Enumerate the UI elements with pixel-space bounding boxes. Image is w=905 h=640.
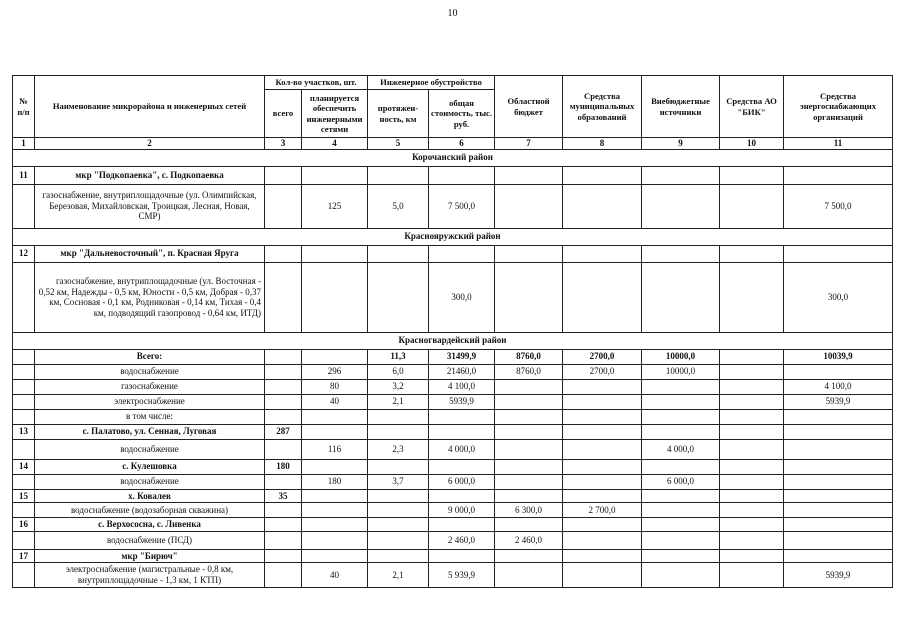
header-regional: Областной бюджет <box>495 76 563 138</box>
table-row <box>13 166 893 184</box>
header-energy: Средства энергоснабжающих организаций <box>784 76 893 138</box>
row-name: газоснабжение, внутриплощадочные (ул. Восточная - 0,52 км, Надежды - 0,5 км, Юности - 0,5 км, Добрая - 0,37 км, Сосновая - 0,1 км, Родниковая - 0,14 км, Тихая - 0,4 км, подводящий газопровод - 0,64 км, ИТД) <box>35 262 265 332</box>
page-number: 10 <box>447 8 458 19</box>
row-name: газоснабжение <box>35 379 265 394</box>
cell-length: 3,7 <box>368 474 429 489</box>
cell-length: 11,3 <box>368 349 429 364</box>
cell-cost: 2 460,0 <box>429 531 495 549</box>
row-name: водоснабжение <box>35 364 265 379</box>
table-row <box>13 474 893 489</box>
cell-planned: 116 <box>302 439 368 459</box>
row-name: х. Ковалев <box>35 489 265 503</box>
row-name: газоснабжение, внутриплощадочные (ул. Олимпийская, Березовая, Михайловская, Троицкая, Лесная, Новая, СМР) <box>35 184 265 228</box>
header-name: Наименование микрорайона и инженерных сетей <box>35 76 265 138</box>
cell-planned: 40 <box>302 563 368 587</box>
header-cost: общая стоимость, тыс. руб. <box>429 90 495 138</box>
column-number: 4 <box>302 138 368 150</box>
row-name: водоснабжение (ПСД) <box>35 531 265 549</box>
cell-planned: 40 <box>302 394 368 409</box>
cell-cost: 5939,9 <box>429 394 495 409</box>
header-count-group: Кол-во участков, шт. <box>265 76 368 90</box>
row-name: с. Кулешовка <box>35 459 265 474</box>
table-row <box>13 394 893 409</box>
header-bik: Средства АО "БИК" <box>720 76 784 138</box>
row-number: 12 <box>13 245 35 262</box>
table-row <box>13 379 893 394</box>
cell-offbudget: 10000,0 <box>642 364 720 379</box>
row-name: водоснабжение <box>35 474 265 489</box>
cell-cost: 21460,0 <box>429 364 495 379</box>
cell-regional: 8760,0 <box>495 349 563 364</box>
cell-cost: 5 939,9 <box>429 563 495 587</box>
cell-energy: 300,0 <box>784 262 893 332</box>
column-number: 8 <box>563 138 642 150</box>
table-row <box>13 424 893 439</box>
cell-count-total: 180 <box>265 459 302 474</box>
section-title: Корочанский район <box>13 149 893 166</box>
cell-cost: 4 000,0 <box>429 439 495 459</box>
cell-planned: 125 <box>302 184 368 228</box>
row-name: с. Палатово, ул. Сенная, Луговая <box>35 424 265 439</box>
cell-planned: 296 <box>302 364 368 379</box>
column-number: 3 <box>265 138 302 150</box>
row-name: водоснабжение (водозаборная скважина) <box>35 503 265 518</box>
column-number: 9 <box>642 138 720 150</box>
cell-energy: 5939,9 <box>784 394 893 409</box>
cell-length: 3,2 <box>368 379 429 394</box>
row-name: в том числе: <box>35 409 265 424</box>
header-length: протяжен-ность, км <box>368 90 429 138</box>
table-row <box>13 262 893 332</box>
row-number: 15 <box>13 489 35 503</box>
cell-length: 2,1 <box>368 563 429 587</box>
cell-count-total: 35 <box>265 489 302 503</box>
cell-offbudget: 4 000,0 <box>642 439 720 459</box>
column-number-row <box>13 138 893 150</box>
cell-cost: 7 500,0 <box>429 184 495 228</box>
row-name: мкр "Бирюч" <box>35 549 265 563</box>
cell-municipal: 2700,0 <box>563 349 642 364</box>
cell-regional: 2 460,0 <box>495 531 563 549</box>
cell-length: 2,3 <box>368 439 429 459</box>
row-name: электроснабжение <box>35 394 265 409</box>
row-name: мкр "Дальневосточный", п. Красная Яруга <box>35 245 265 262</box>
cell-length: 5,0 <box>368 184 429 228</box>
cell-regional: 6 300,0 <box>495 503 563 518</box>
header-count-planned: планируется обеспечить инженерными сетями <box>302 90 368 138</box>
cell-planned: 180 <box>302 474 368 489</box>
cell-energy: 4 100,0 <box>784 379 893 394</box>
cell-length: 6,0 <box>368 364 429 379</box>
table-row <box>13 518 893 532</box>
row-name: электроснабжение (магистральные - 0,8 км, внутриплощадочные - 1,3 км, 1 КТП) <box>35 563 265 587</box>
column-number: 1 <box>13 138 35 150</box>
table-row <box>13 531 893 549</box>
column-number: 5 <box>368 138 429 150</box>
row-name: Всего: <box>35 349 265 364</box>
header-offbudget: Внебюджетные источники <box>642 76 720 138</box>
cell-cost: 300,0 <box>429 262 495 332</box>
row-number: 13 <box>13 424 35 439</box>
cell-cost: 9 000,0 <box>429 503 495 518</box>
cell-energy: 5939,9 <box>784 563 893 587</box>
cell-offbudget: 6 000,0 <box>642 474 720 489</box>
header-infra-group: Инженерное обустройство <box>368 76 495 90</box>
table-row <box>13 563 893 587</box>
table-row <box>13 549 893 563</box>
table-row <box>13 364 893 379</box>
column-number: 7 <box>495 138 563 150</box>
column-number: 10 <box>720 138 784 150</box>
cell-municipal: 2 700,0 <box>563 503 642 518</box>
row-number: 11 <box>13 166 35 184</box>
cell-cost: 31499,9 <box>429 349 495 364</box>
header-no: № п/п <box>13 76 35 138</box>
table-row <box>13 245 893 262</box>
column-number: 11 <box>784 138 893 150</box>
section-title: Красногвардейский район <box>13 332 893 349</box>
cell-energy: 7 500,0 <box>784 184 893 228</box>
row-name: мкр "Подкопаевка", с. Подкопаевка <box>35 166 265 184</box>
column-number: 6 <box>429 138 495 150</box>
row-name: с. Верхососна, с. Ливенка <box>35 518 265 532</box>
cell-offbudget: 10000,0 <box>642 349 720 364</box>
row-number: 14 <box>13 459 35 474</box>
header-count-total: всего <box>265 90 302 138</box>
row-number: 17 <box>13 549 35 563</box>
table-row <box>13 409 893 424</box>
column-number: 2 <box>35 138 265 150</box>
cell-energy: 10039,9 <box>784 349 893 364</box>
investment-table <box>12 75 893 588</box>
cell-regional: 8760,0 <box>495 364 563 379</box>
cell-length: 2,1 <box>368 394 429 409</box>
cell-planned: 80 <box>302 379 368 394</box>
row-number: 16 <box>13 518 35 532</box>
row-name: водоснабжение <box>35 439 265 459</box>
cell-cost: 4 100,0 <box>429 379 495 394</box>
table-row <box>13 184 893 228</box>
cell-count-total: 287 <box>265 424 302 439</box>
table-row <box>13 489 893 503</box>
header-municipal: Средства муниципальных образований <box>563 76 642 138</box>
cell-cost: 6 000,0 <box>429 474 495 489</box>
cell-municipal: 2700,0 <box>563 364 642 379</box>
table-row <box>13 503 893 518</box>
section-title: Краснояружский район <box>13 228 893 245</box>
table-row <box>13 439 893 459</box>
table-row <box>13 349 893 364</box>
table-row <box>13 459 893 474</box>
